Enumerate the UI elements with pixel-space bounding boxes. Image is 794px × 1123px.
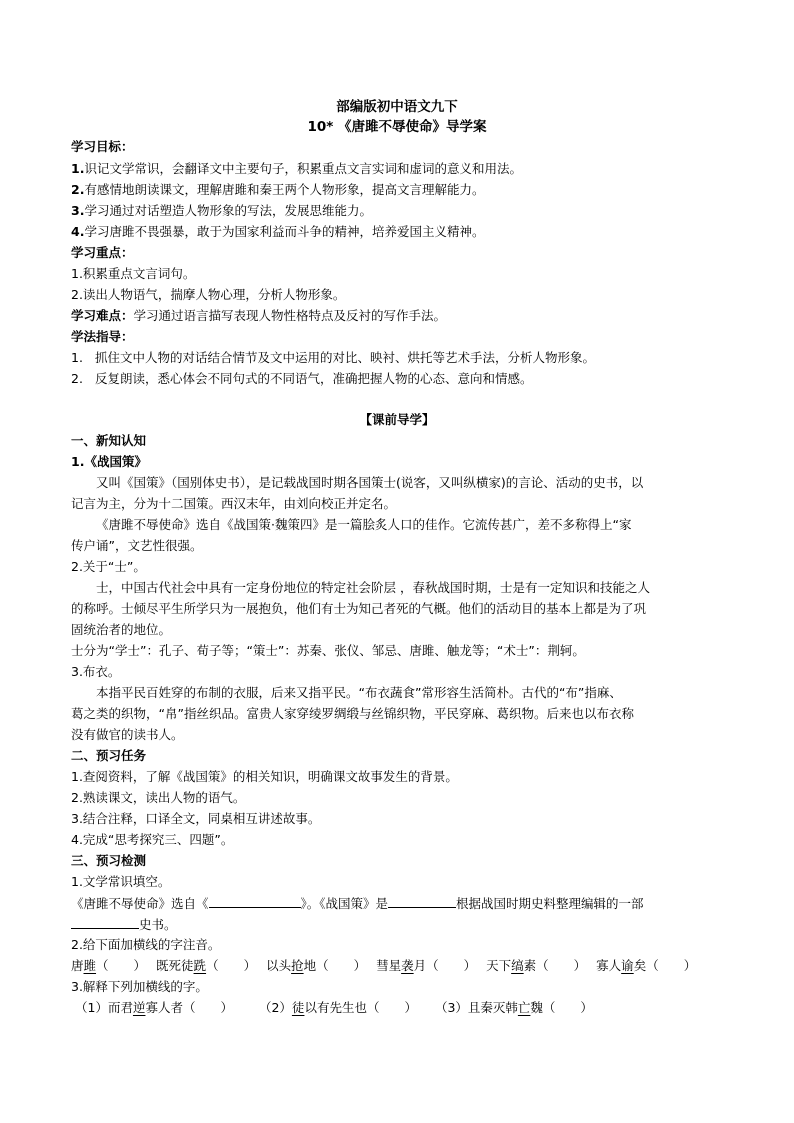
paragraph-line: 没有做官的读书人。	[71, 727, 184, 742]
method-heading: 学法指导：	[71, 329, 134, 344]
goal-item: 2.有感情地朗读课文，理解唐雎和秦王两个人物形象，提高文言理解能力。	[71, 182, 485, 197]
paragraph-line: 《唐雎不辱使命》选自《战国策·魏策四》是一篇脍炙人口的佳作。它流传甚广，差不多称得上“家	[96, 517, 632, 532]
paragraph-line: 传户诵”，文艺性很强。	[71, 538, 203, 553]
goal-item: 4.学习唐雎不畏强暴，敢于为国家利益而斗争的精神，培养爱国主义精神。	[71, 224, 485, 239]
task-item: 1.查阅资料，了解《战国策》的相关知识，明确课文故事发生的背景。	[71, 769, 458, 784]
task-item: 2.熟读课文，读出人物的语气。	[71, 790, 246, 805]
method-item: 2. 反复朗读，悉心体会不同句式的不同语气，准确把握人物的心态、意向和情感。	[71, 371, 533, 386]
question-title: 1.文学常识填空。	[71, 874, 171, 889]
pinyin-item: 唐雎（ ）	[71, 958, 147, 973]
paragraph-line: 固统治者的地位。	[71, 622, 172, 637]
goals-heading: 学习目标：	[71, 139, 134, 154]
pinyin-item: 彗星袭月（ ）	[376, 958, 477, 973]
pinyin-item: 天下缟素（ ）	[486, 958, 587, 973]
document-subtitle: 10* 《唐雎不辱使命》导学案	[307, 119, 487, 135]
explain-row	[75, 998, 593, 1018]
question-title: 2.给下面加横线的字注音。	[71, 937, 221, 952]
difficulty-text: 学习通过语言描写表现人物性格特点及反衬的写作手法。	[133, 308, 447, 323]
key-point-item: 1.积累重点文言词句。	[71, 266, 196, 281]
task-item: 4.完成“思考探究三、四题”。	[71, 832, 234, 847]
paragraph-line: 士，中国古代社会中具有一定身份地位的特定社会阶层 ，春秋战国时期，士是有一定知识和技能之人	[96, 580, 650, 595]
pre-class-heading: 【课前导学】	[359, 412, 435, 427]
key-point-item: 2.读出人物语气，揣摩人物心理，分析人物形象。	[71, 287, 346, 302]
key-points-heading: 学习重点：	[71, 245, 134, 260]
answer-blank[interactable]	[388, 893, 456, 908]
answer-blank[interactable]	[209, 893, 301, 908]
difficulty-label: 学习难点：	[71, 308, 134, 323]
explain-item: （3）且秦灭韩亡魏（ ）	[434, 1000, 593, 1015]
fill-blank-line: 《唐雎不辱使命》选自《 》。《战国策》是 根据战国时期史料整理编辑的一部	[71, 893, 644, 914]
explain-item: （2）徒以有先生也（ ）	[258, 1000, 417, 1015]
task-item: 3.结合注释，口译全文，同桌相互讲述故事。	[71, 811, 321, 826]
question-title: 3.解释下列加横线的字。	[71, 979, 208, 994]
document-title: 部编版初中语文九下	[336, 99, 458, 115]
pinyin-item: 以头抢地（ ）	[266, 958, 367, 973]
pinyin-item: 寡人谕矣（ ）	[596, 958, 697, 973]
answer-blank[interactable]	[71, 914, 139, 929]
paragraph-line: 的称呼。士倾尽平生所学只为一展抱负，他们有士为知己者死的气概。他们的活动目的基本上都是为了巩	[71, 601, 647, 616]
explain-item: （1）而君逆寡人者（ ）	[75, 1000, 233, 1015]
section-heading: 一、新知认知	[71, 433, 147, 448]
item-title: 2.关于“士”。	[71, 559, 146, 574]
item-title: 3.布衣。	[71, 664, 121, 679]
method-item: 1. 抓住文中人物的对话结合情节及文中运用的对比、映衬、烘托等艺术手法，分析人物形象。	[71, 350, 595, 365]
section-heading: 二、预习任务	[71, 748, 147, 763]
section-heading: 三、预习检测	[71, 853, 147, 868]
fill-blank-line: 史书。	[71, 914, 177, 935]
goal-item: 3.学习通过对话塑造人物形象的写法，发展思维能力。	[71, 203, 372, 218]
paragraph-line: 葛之类的织物，“帛”指丝织品。富贵人家穿绫罗绸缎与丝锦织物，平民穿麻、葛织物。后来也以布衣称	[71, 706, 634, 721]
item-title: 1.《战国策》	[71, 454, 147, 469]
difficulty-line	[71, 306, 446, 326]
pinyin-row	[71, 956, 696, 976]
paragraph-line: 记言为主，分为十二国策。西汉末年，由刘向校正并定名。	[71, 496, 397, 511]
pinyin-item: 既死徒跣（ ）	[156, 958, 257, 973]
paragraph-line: 士分为“学士”：孔子、荀子等；“策士”：苏秦、张仪、邹忌、唐雎、触龙等；“术士”：荆轲。	[71, 643, 585, 658]
goal-item: 1.识记文学常识，会翻译文中主要句子，积累重点文言实词和虚词的意义和用法。	[71, 161, 522, 176]
paragraph-line: 本指平民百姓穿的布制的衣服，后来又指平民。“布衣蔬食”常形容生活简朴。古代的“布”指麻、	[96, 685, 622, 700]
paragraph-line: 又叫《国策》（国别体史书），是记载战国时期各国策士(说客，又叫纵横家)的言论、活动的史书，以	[96, 475, 644, 490]
